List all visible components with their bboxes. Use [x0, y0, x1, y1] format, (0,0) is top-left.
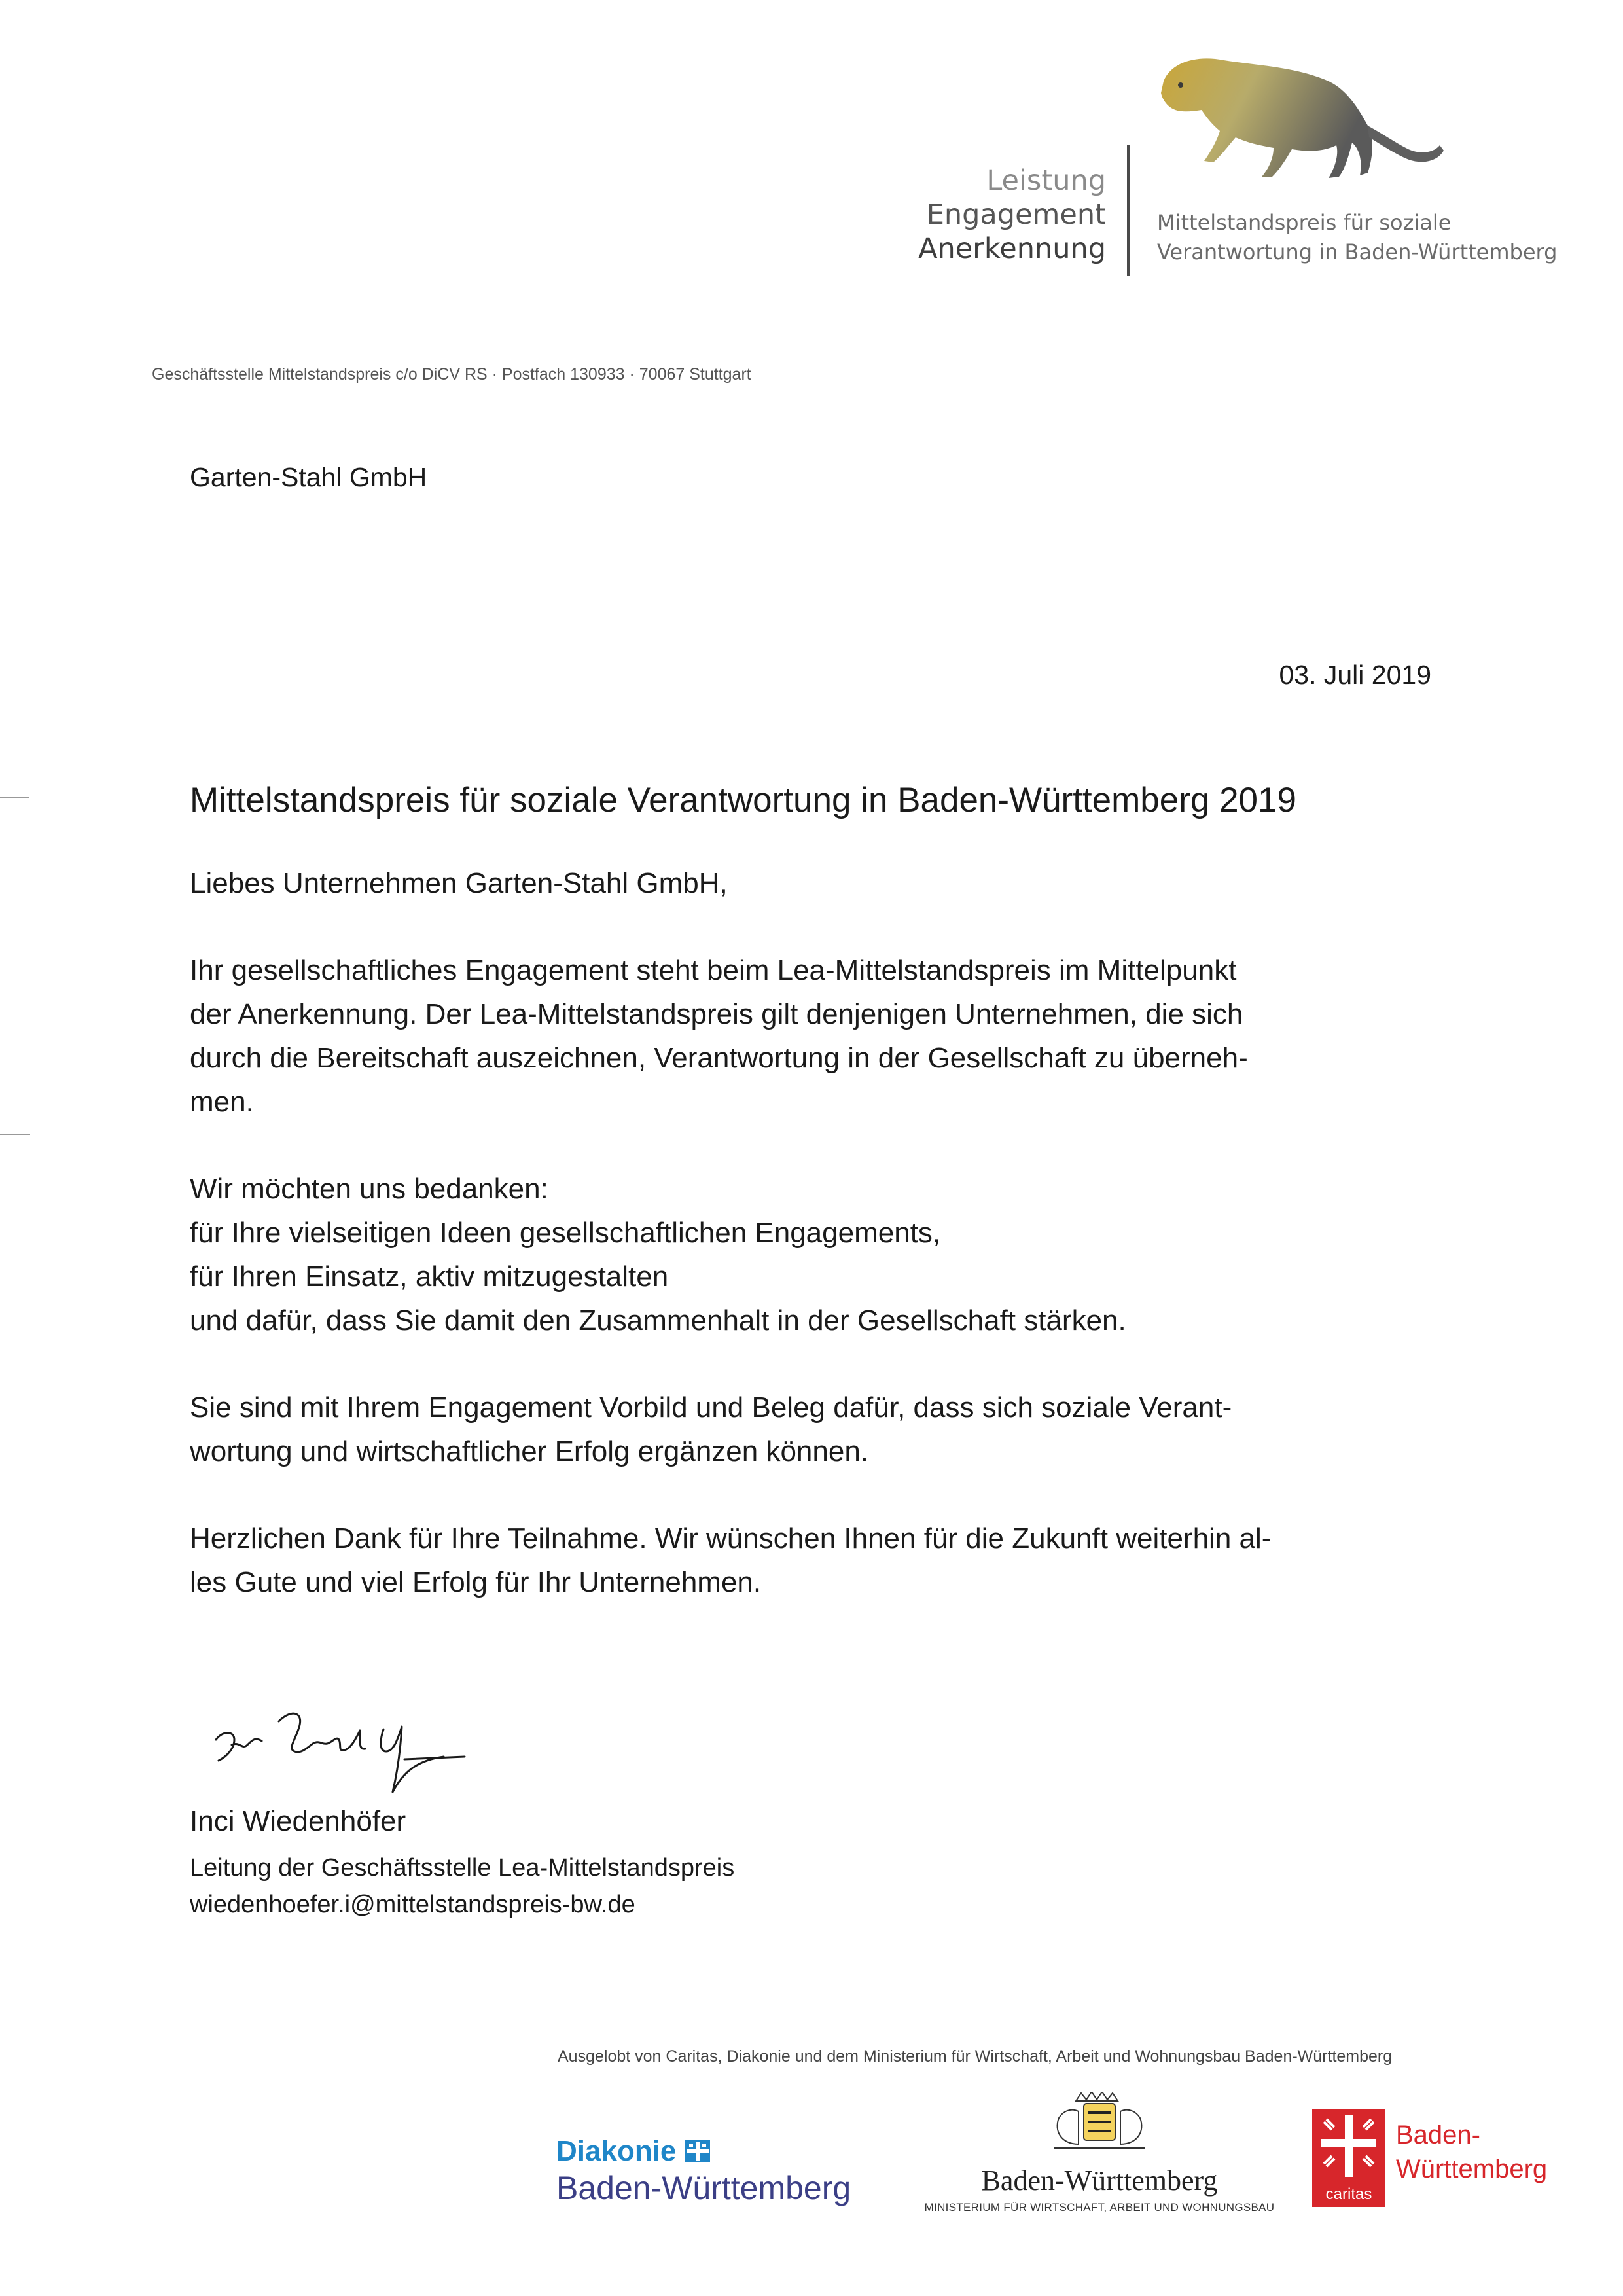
logo-wordmark [713, 164, 1106, 266]
logo-subtitle [1157, 208, 1557, 267]
letter-subject: Mittelstandspreis für soziale Verantwortung in Baden-Württemberg 2019 [190, 781, 1296, 819]
bw-name: Baden-Württemberg [981, 2164, 1218, 2197]
bw-ministry-logo [916, 2092, 1283, 2214]
caritas-flame-cross-icon [1312, 2109, 1385, 2207]
logo-word-engagement: Engagement [926, 198, 1106, 231]
body-line: durch die Bereitschaft auszeichnen, Verantwortung in der Gesellschaft zu überneh- [190, 1042, 1248, 1074]
caritas-label: caritas [1325, 2185, 1372, 2203]
caritas-region-line: Baden- [1396, 2121, 1480, 2149]
caritas-region [1396, 2118, 1547, 2186]
body-line: für Ihre vielseitigen Ideen gesellschaftlichen Engagements, [190, 1217, 941, 1249]
logo-word-leistung: Leistung [986, 164, 1106, 197]
body-line: Sie sind mit Ihrem Engagement Vorbild und Beleg dafür, dass sich soziale Verant- [190, 1391, 1232, 1424]
fold-mark [0, 797, 29, 798]
signatory-name: Inci Wiedenhöfer [190, 1805, 406, 1837]
body-line: Wir möchten uns bedanken: [190, 1173, 548, 1205]
diakonie-region: Baden-Württemberg [556, 2170, 851, 2206]
salutation: Liebes Unternehmen Garten-Stahl GmbH, [190, 867, 728, 899]
signatory-email: wiedenhoefer.i@mittelstandspreis-bw.de [190, 1891, 635, 1918]
paragraph [190, 1167, 1433, 1342]
body-line: der Anerkennung. Der Lea-Mittelstandspreis gilt denjenigen Unternehmen, die sich [190, 998, 1243, 1030]
sender-address-line: Geschäftsstelle Mittelstandspreis c/o DiCV RS · Postfach 130933 · 70067 Stuttgart [152, 365, 751, 384]
awarded-by-line: Ausgelobt von Caritas, Diakonie und dem Ministerium für Wirtschaft, Arbeit und Wohnungsbau Baden-Württemberg [558, 2047, 1393, 2066]
body-line: les Gute und viel Erfolg für Ihr Unternehmen. [190, 1566, 762, 1598]
body-line: und dafür, dass Sie damit den Zusammenhalt in der Gesellschaft stärken. [190, 1304, 1126, 1336]
diakonie-cross-icon [685, 2140, 710, 2162]
letter-body [190, 861, 1433, 1647]
logo-word-anerkennung: Anerkennung [918, 232, 1106, 265]
letter-date: 03. Juli 2019 [1279, 660, 1431, 690]
body-line: für Ihren Einsatz, aktiv mitzugestalten [190, 1261, 669, 1293]
caritas-logo [1312, 2109, 1548, 2210]
body-line: Ihr gesellschaftliches Engagement steht beim Lea-Mittelstandspreis im Mittelpunkt [190, 954, 1237, 986]
paragraph [190, 1386, 1433, 1473]
signatory-details [190, 1850, 734, 1923]
paragraph [190, 1516, 1433, 1604]
leopard-logo-icon [1152, 47, 1446, 198]
signatory-role: Leitung der Geschäftsstelle Lea-Mittelstandspreis [190, 1854, 735, 1882]
handwritten-signature [208, 1689, 509, 1806]
body-line: Herzlichen Dank für Ihre Teilnahme. Wir wünschen Ihnen für die Zukunft weiterhin al- [190, 1522, 1272, 1554]
paragraph [190, 948, 1433, 1124]
logo-subtitle-line: Verantwortung in Baden-Württemberg [1157, 240, 1558, 264]
caritas-region-line: Württemberg [1396, 2155, 1548, 2183]
logo-divider [1127, 145, 1130, 276]
bw-ministry-name: MINISTERIUM FÜR WIRTSCHAFT, ARBEIT UND WOHNUNGSBAU [924, 2201, 1275, 2214]
diakonie-logo [556, 2135, 851, 2207]
bw-coat-of-arms-icon [1047, 2092, 1152, 2152]
recipient-name: Garten-Stahl GmbH [190, 462, 427, 492]
diakonie-name: Diakonie [556, 2135, 677, 2167]
logo-subtitle-line: Mittelstandspreis für soziale [1157, 210, 1452, 235]
body-line: wortung und wirtschaftlicher Erfolg ergänzen können. [190, 1435, 869, 1467]
body-line: men. [190, 1086, 254, 1118]
fold-mark [0, 1134, 30, 1135]
